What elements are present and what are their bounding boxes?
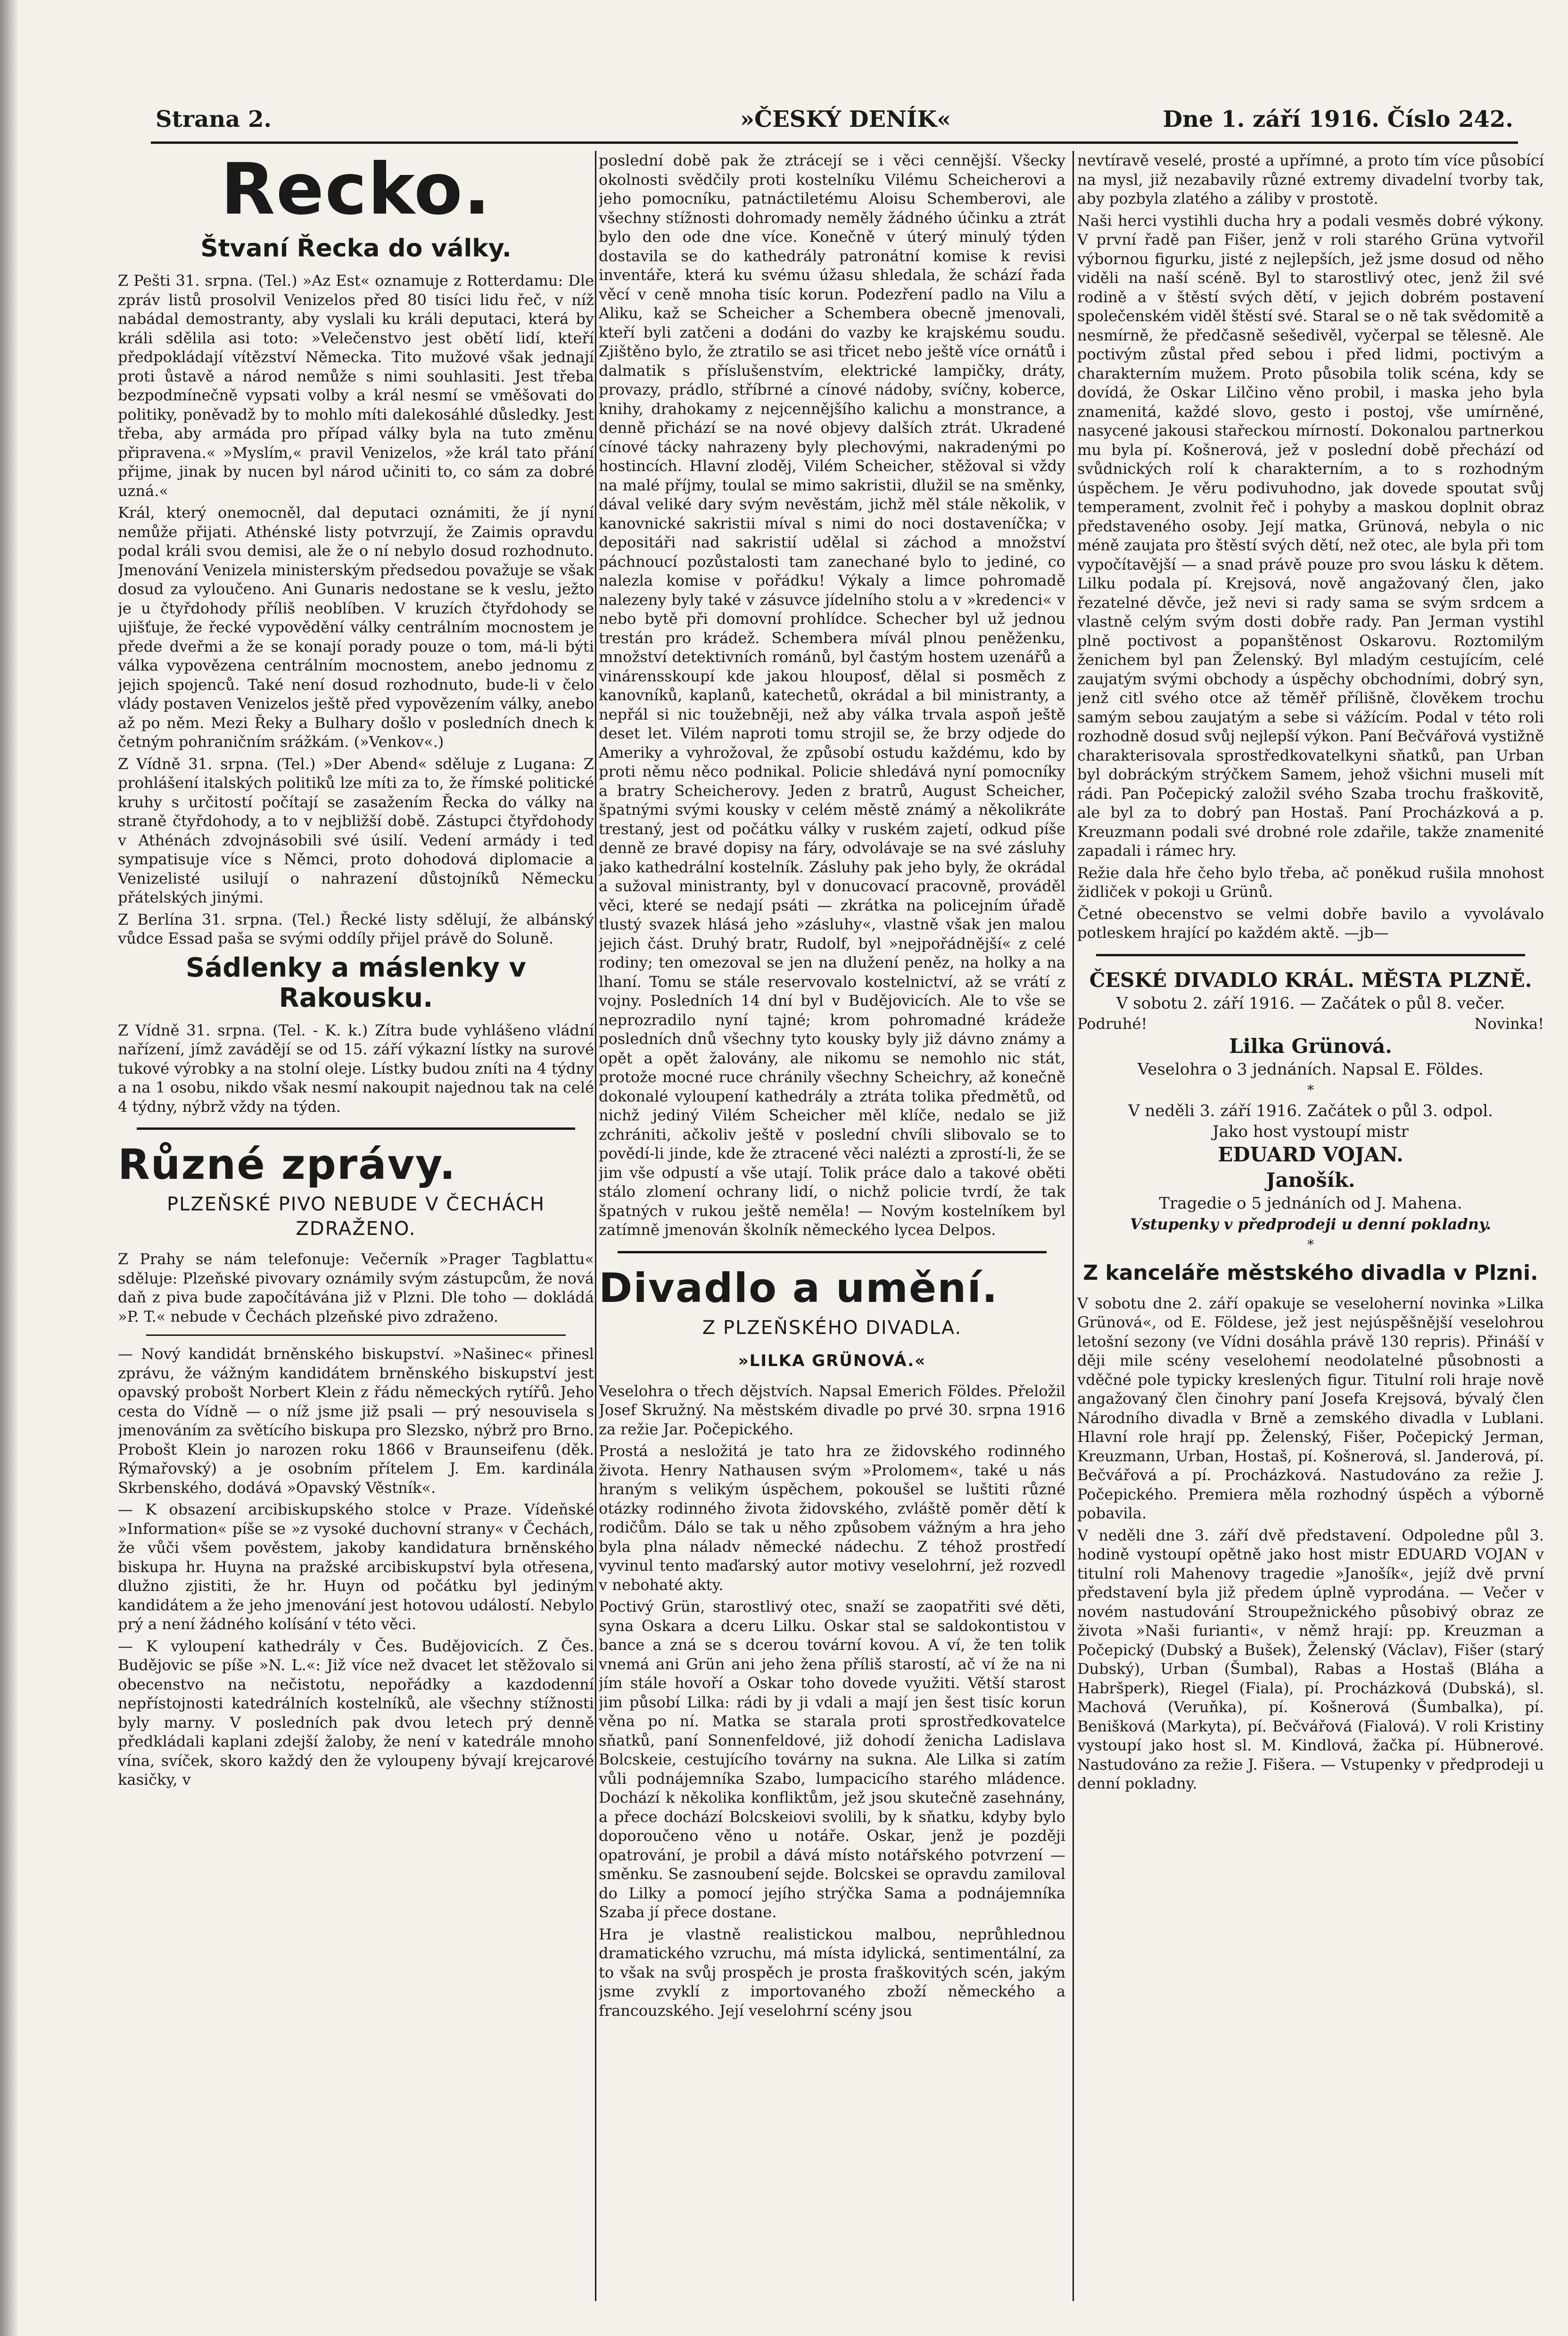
headline-lilka-grunova: »LILKA GRÜNOVÁ.«	[738, 1351, 926, 1370]
column-rule-2	[1073, 151, 1074, 2301]
header-rule	[151, 141, 1518, 144]
headline-stvani-recka: Štvaní Řecka do války.	[200, 234, 512, 263]
article-paragraph: Prostá a nesložitá je tato hra ze židovského rodinného života. Henry Nathausen svým »Prolomem«, také u nás hraným s velikým úspěchem, pokoušel se luštiti různé otázky rodinného života židovského, zvláště poměr dětí k rodičům. Dálo se tak u něho způsobem vážným a hra jeho byla plna náladv německé nádechu. Z téhož prostředí vyvinul tento maďarský autor motivy veselohrní, jež rozvedl v nebohaté akty.	[599, 1442, 1065, 1594]
headline-z-plzenskeho-divadla: Z PLZEŇSKÉHO DIVADLA.	[702, 1317, 962, 1339]
headline-ceske-divadlo: ČESKÉ DIVADLO KRÁL. MĚSTA PLZNĚ.	[1089, 968, 1532, 992]
article-paragraph: Naši herci vystihli ducha hry a podali vesměs dobré výkony. V první řadě pan Fišer, jenž v roli starého Grüna vytvořil výbornou figurku, jisté z nejlepších, jež jsme dosud od něho viděli na naší scéně. Byl to starostlivý otec, jenž žil své rodině a v štěstí svých dětí, v jejich dobrém postavení společenském viděl štěstí své. Staral se o ně tak svědomitě a nesmírně, že předčasně sešedivěl, vyčerpal se tělesně. Ale poctivým zůstal před sebou i před lidmi, poctivým a charakterním mužem. Proto působila tolik scéna, kdy se dovídá, že Oskar Lilčino věno probil, i maska jeho byla znamenitá, každé slovo, gesto i postoj, vše umírněné, nasycené jakousi stařeckou mírností. Dokonalou partnerkou mu byla pí. Košnerová, jež v poslední době přechází od svůdnických rolí k charakterním, a to s rozhodným úspěchem. Je věru podivuhodno, jak dovede spoutat svůj temperament, zvolnit řeč i pohyby a maskou doplnit obraz představeného osoby. Její matka, Grünová, nebyla o nic méně zaujata pro štěstí svých dětí, než otec, ale byla při tom vypočítavější — a snad právě pouze pro svou lásku k dětem. Lilku podala pí. Krejsová, nově angažovaný člen, jako řezatelné děvče, jež nevi si rady sama se svým srdcem a vlastně celým svým dosti dobře rady. Pan Jerman vystihl plně poctivost a popanštěnost Oskarovu. Roztomilým ženichem byl pan Želenský. Byl mladým cestujícím, celé zaujatým svými obchody a úspěchy obchodními, dobrý syn, jenž citl svého otce až těměř přílišně, člověkem trochu samým sebou zaujatým a sebe si vážícím. Podal v této roli rozhodně dosud svůj nejlepší výkon. Paní Bečvářová vystižně charakterisovala sprostředkovatelkyni sňatků, pan Urban byl dobráckým strýčkem Samem, jehož všichni museli mít rádi. Pan Počepický založil svého Szaba trochu fraškovitě, ale byl za to dobrý pan Hostaš. Paní Procházková a p. Kreuzmann podali své drobné role zdařile, takže znamenité zapadali i rámec hry.	[1077, 211, 1544, 860]
article-paragraph: Z Berlína 31. srpna. (Tel.) Řecké listy sdělují, že albánský vůdce Essad paša se svými oddíly přijel právě do Soluně.	[118, 910, 594, 947]
article-paragraph: — Nový kandidát brněnského biskupství. »Našinec« přinesl zprávu, že vážným kandidátem brněnského biskupství jest opavský probošt Norbert Klein z řádu německých rytířů. Jeho cesta do Vídně — o níž jsme již psali — prý nesouvisela s jmenováním za světícího biskupa pro Slezsko, nýbrž pro Brno. Probošt Klein jo narozen roku 1866 v Braunseifenu (děk. Rýmařovský) a je osobním přítelem J. Em. kardinála Skrbenského, dodává »Opavský Věstník«.	[118, 1345, 594, 1497]
headline-kancelar: Z kanceláře městského divadla v Plzni.	[1083, 1260, 1538, 1285]
section-title-recko: Recko.	[221, 151, 491, 231]
header-date-issue: Dne 1. září 1916. Číslo 242.	[1163, 106, 1513, 133]
play-title-janosik: Janošík.	[1266, 1168, 1355, 1192]
article-paragraph: Z Prahy se nám telefonuje: Večerník »Prager Tagblattu« sděluje: Plzeňské pivovary oznámily svým zástupcům, že nová daň z piva bude započítávána již v Plzni. Dle toho — dokládá »P. T.« nebude v Čechách plzeňské pivo zdraženo.	[118, 1250, 594, 1325]
article-paragraph: Režie dala hře čeho bylo třeba, ač poněkud rušila mnohost židliček v pokoji u Grünů.	[1077, 863, 1544, 901]
article-paragraph: nevtíravě veselé, prosté a upřímné, a proto tím více působící na mysl, již nezabavily různé extremy divadelní tvorby tak, aby pozbyla zlatého a záliby v prostotě.	[1077, 151, 1544, 207]
guest-line: Jako host vystoupí mistr	[1213, 1122, 1409, 1141]
column-3	[1077, 151, 1544, 2301]
section-divider	[618, 1251, 1047, 1253]
separator-star: *	[1307, 1236, 1314, 1252]
article-paragraph: Z Pešti 31. srpna. (Tel.) »Az Est« oznamuje z Rotterdamu: Dle zpráv listů prosolvil Venizelos před 80 tisíci lidu řeč, v níž nabádal demostranty, aby vyslali ku králi deputaci, která by králi sdělila asi toto: »Velečenstvo jest obětí lidí, kteří předpokládají vítězství Německa. Tito mužové však jednají proti ůstavě a národ nemůže s nimi souhlasiti. Jest třeba bezpodmínečně vypsati volby a král nesmí se vměšovati do politiky, poněvadž by to mohlo míti dalekosáhlé důsledky. Jest třeba, aby armáda pro případ války byla na tuto změnu připravena.« »Myslím,« pravil Venizelos, »že král tato přání přijme, jinak by nucen byl národ učiniti to, co sám za dobré uzná.«	[118, 272, 594, 500]
article-paragraph: V sobotu dne 2. září opakuje se veseloherní novinka »Lilka Grünová«, od E. Földese, jež jest nejúspěšnější veselohrou letošní sezony (ve Vídni dosáhla právě 130 repris). Přináší v ději mile scény veselohemí neodolatelné působnosti a vděčné pole typicky kreslených figur. Titulní roli hraje nově angažovaný člen činohry paní Josefa Krejsová, bývalý člen Národního divadla v Brně a zemského divadla v Lublani. Hlavní role hrají pp. Želenský, Fišer, Počepický Jerman, Kreuzmann, Urban, Hostaš, pí. Košnerová, sl. Janderová, pí. Bečvářová a pí. Procházková. Nastudováno za režie J. Počepického. Premiera měla rozhodný úspěch a výborně pobavila.	[1077, 1294, 1544, 1522]
column-1	[118, 151, 594, 2301]
article-paragraph: — K vyloupení kathedrály v Čes. Budějovicích. Z Čes. Budějovic se píše »N. L.«: Již více než dvacet let stěžovalo si obecenstvo na nečistotu, nepořádky a kazdodenní nepřístojnosti katedrálních kostelníků, ale všechny stížnosti byly marny. V posledních pak dvou letech prý denně předkládali kaplani zdejší žaloby, že není v katedrále mnoho vína, svíček, skoro každý den že vyloupeny bývají krejcarové kasičky, v	[118, 1637, 594, 1789]
column-2	[599, 151, 1065, 2301]
article-paragraph: Četné obecenstvo se velmi dobře bavilo a vyvolávalo potleskem hrající po každém aktě. —jb—	[1077, 904, 1544, 942]
article-paragraph: Hra je vlastně realistickou malbou, neprůhlednou dramatického vzruchu, má místa idylická, sentimentální, za to však na svůj prospěch je prosta fraškovitých scén, jakým jsme zvyklí z importovaného zboží německého a francouzského. Její veselohrní scény jsou	[599, 1925, 1065, 2020]
header-masthead: »ČESKÝ DENÍK«	[740, 106, 951, 133]
program-sunday: V neděli 3. září 1916. Začátek o půl 3. odpol.	[1128, 1101, 1493, 1120]
headline-plzenske-pivo: PLZEŇSKÉ PIVO NEBUDE V ČECHÁCH ZDRAŽENO.	[166, 1193, 545, 1240]
headline-sadlenky: Sádlenky a máslenky v Rakousku.	[185, 952, 527, 1013]
section-divider	[137, 1127, 575, 1130]
column-rule-1	[595, 151, 596, 2301]
section-title-razne-zpravy: Různé zprávy.	[118, 1140, 456, 1189]
header-page-number: Strana 2.	[156, 106, 272, 133]
article-paragraph: — K obsazení arcibiskupského stolce v Praze. Vídeňské »Information« píše se »z vysoké duchovní strany« v Čechách, že vůči všem pověstem, jakoby kandidatura brněnského biskupa hr. Huyna na pražské arcibiskupství byla otřesena, dlužno zjistiti, že hr. Huyn od počátku byl jediným kandidátem a že jeho jmenování jest hotovou událostí. Nebylo prý a není žádného kolísání v této věci.	[118, 1500, 594, 1633]
program-saturday: V sobotu 2. září 1916. — Začátek o půl 8. večer.	[1116, 994, 1505, 1013]
section-divider	[146, 1334, 566, 1336]
article-paragraph: Král, který onemocněl, dal deputaci oznámiti, že jí nyní nemůže přijati. Athénské listy potvrzují, že Zaimis opravdu podal králi svou demisi, ale že o ní nebylo dosud rozhodnuto. Jmenování Venizela ministerským předsedou považuje se však dosud za vyloučeno. Ani Gunaris nedostane se k veslu, ježto je u čtyřdohody příliš neoblíben. V kruzích čtyřdohody se ujišťuje, že řecké vypovědění války centrálním mocnostem je přede dveřmi a že se konají porady pouze o tom, má-li býti válka vypovězena centrálním mocnostem, anebo jednomu z jejich spojenců. Také není dosud rozhodnuto, bude-li v čelo vlády postaven Venizelos ještě před vypovězením války, anebo až po něm. Mezi Řeky a Bulhary došlo v posledních dnech k četným pohraničním srážkám. (»Venkov«.)	[118, 504, 594, 751]
article-paragraph: Veselohra o třech dějstvích. Napsal Emerich Földes. Přeložil Josef Skružný. Na městském divadle po prvé 30. srpna 1916 za režie Jar. Počepického.	[599, 1382, 1065, 1438]
separator-star: *	[1307, 1082, 1314, 1098]
program-labels	[1077, 1014, 1544, 1034]
page-header	[156, 106, 1513, 139]
scan-edge-shadow	[0, 0, 19, 2336]
play-title-lilka: Lilka Grünová.	[1229, 1034, 1392, 1058]
play-description: Tragedie o 5 jednáních od J. Mahena.	[1159, 1193, 1462, 1213]
section-title-divadlo: Divadlo a umění.	[599, 1264, 999, 1312]
article-paragraph: V neděli dne 3. září dvě představení. Odpoledne půl 3. hodině vystoupí opětně jako host mistr EDUARD VOJAN v titulní roli Mahenovy tragedie »Janošík«, jejíž dvě první představení byla již předem úplně vyprodána. — Večer v novém nastudování Stroupežnického působivý obraz ze života »Naši furianti«, v němž hrají: pp. Kreuzman a Počepický (Dubský a Bušek), Želenský (Václav), Fišer (starý Dubský), Urban (Šumbal), Rabas a Hostaš (Bláha a Habršperk), Riegel (Fiala), pí. Procházková (Dubská), sl. Machová (Veruňka), pí. Košnerová (Šumbalka), pí. Benišková (Markyta), pí. Bečvářová (Fialová). V roli Kristiny vystoupí jako host sl. M. Kindlová, žačka pí. Hübnerové. Nastudováno za režie J. Fišera. — Vstupenky v předprodeji u denní pokladny.	[1077, 1526, 1544, 1792]
article-paragraph: Z Vídně 31. srpna. (Tel. - K. k.) Zítra bude vyhlášeno vládní nařízení, jímž zavádějí se od 15. září výkazní lístky na surové tukové výrobky a na stolní oleje. Lístky budou zníti na 4 týdny a na 1 osobu, nikdo však nesmí nakoupit najednou tak na celé 4 týdny, nýbrž vždy na týden.	[118, 1021, 594, 1116]
article-paragraph: Poctivý Grün, starostlivý otec, snaží se zaopatřiti své děti, syna Oskara a dceru Lilku. Oskar stal se saldokontistou v bance a zná se s dcerou tovární kovou. A ví, že ten tolik vnemá ani Grün ani jeho žena příliš starostí, ač ví že na ni jím stále hovoří a Oskar toho dovede využiti. Větší starost jim působí Lilka: rádi by ji vdali a mají jen šest tisíc korun věna po ní. Matka se starala proti sprostředkovatelce sňatků, paní Sonnenfeldové, již dohodí ženicha Ladislava Bolcskeie, cestujícího továrny na sukna. Ale Lilka si zatím vůli podnájemníka Szabo, lumpacicího starého mládence. Dochází k několika konfliktům, jež jsou skutečně zasehnány, a přece dochází Bolcskeiovi svolili, by k sňatku, kdyby bylo doporoučeno věno u notáře. Oskar, jenž je později opatrování, je probil a dává místo notářského potvrzení — směnku. Se zasnoubení sejde. Bolcskei se opravdu zamiloval do Lilky a pomocí jejího strýčka Sama a podnájemníka Szaba jí přece dostane.	[599, 1598, 1065, 1921]
label-podruhe: Podruhé!	[1077, 1014, 1147, 1033]
section-divider	[1096, 954, 1525, 956]
article-paragraph: Z Vídně 31. srpna. (Tel.) »Der Abend« sděluje z Lugana: Z prohlášení italských politiků lze míti za to, že římské politické kruhy s určitostí počítají se zasažením Řecka do války na straně čtyřdohody, a to v nejbližší době. Zástupci čtyřdohody v Athénách zdvojnásobili své úsilí. Vedení armády i teď sympatisuje více s Němci, proto dohodová diplomacie a Venizelisté usilují o nahrazení důstojníků Německu přátelských jinými.	[118, 754, 594, 906]
play-description: Veselohra o 3 jednáních. Napsal E. Földes.	[1137, 1060, 1484, 1079]
label-novinka: Novinka!	[1474, 1014, 1544, 1033]
article-paragraph: poslední době pak že ztrácejí se i věci cennější. Všecky okolnosti svědčily proti kostelníku Vilému Scheicherovi a jeho pomocníku, patnáctiletému Aloisu Schemberovi, ale všechny stížnosti dohromady neměly žádného účinku a ztrát bylo den ode dne více. Konečně v úterý minulý týden dostavila se do kathedrály patronátní komise k revisi inventáře, která ku svému úžasu shledala, že schází řada věcí v ceně mnoha tisíc korun. Podezření padlo na Vilu a Aliku, kaž se Scheicher a Schembera obecně jmenovali, kteří byli zatčeni a dodáni do vazby ke krajskému soudu. Zjištěno bylo, že ztratilo se asi třicet nebo ještě více ornátů i dalmatik s příslušenstvím, elektrické lampičky, dráty, provazy, prádlo, stříbrné a cínové nádoby, svíčny, koberce, knihy, drahokamy z nejcennějšího kalichu a monstrance, a denně přichází se na nové objevy dalších ztrát. Ukradené cínové tácky nahrazeny byly plechovými, nakradenými po hostincích. Hlavní zloděj, Vilém Scheicher, stěžoval si vždy na malé příjmy, toulal se mimo sakristii, dlužil se na směnky, dával veliké dary svým nevěstám, jichž měl stále několik, v kanovnické sakristii míval s nimi do noci dostaveníčka; v depositáři nad sakristií udělal si záchod a množství páchnoucí pozůstalosti tam zanechané bylo to jediné, co nalezla komise v pořádku! Výkaly a limce pohromadě nalezeny byly také v zásuvce jídelního stolu a v »kredenci« v nebo bytě při domovní prohlídce. Schecher byl už jednou trestán pro krádež. Schembera mívál plnou peněženku, množství detektivních románů, byl častým hostem uzenářů a vinárensskoupí kde jakou hlouposť, dělal si posměch z kanovníků, kaplanů, katechetů, okrádal a bil ministranty, a nepřál si nic toužebněji, než aby válka trvala aspoň ještě deset let. Vilém naproti tomu strojil se, že brzy odjede do Ameriky a vyhrožoval, že způsobí ostudu každému, kdo by proti němu něco podnikal. Policie shledává nyní pomocníky a bratry Scheicherovy. Jeden z bratrů, August Scheicher, špatnými svými kousky v celém městě známý a několikráte trestaný, jest od počátku války v ruském zajetí, odkud píše denně ze bravé dopisy na fáry, odvolávaje se na své zásluhy jako kathedrální kostelník. Zásluhy pak jeho byly, že okrádal a sužoval ministranty, byl v donucovací pracovně, prováděl věci, které se nedají psáti — zkrátka na policejním úřadě tlustý svazek hlásá jeho »zásluhy«, vlastně však jen malou jejich část. Druhý bratr, Rudolf, byl »nejpořádnější« z celé rodiny; ten omezoval se jen na dlužení peněz, na holky a na lhaní. Tomu se stále reservovalo kostelnictví, až se vrátí z vojny. Posledních 14 dní byl v Budějovicích. Ale to vše se neprozradilo nyní tajné; krom pohromadné krádeže posledních dnů všechny tyto kousky byly již dávno známy a opět a opět žalovány, ale nikomu se nemohlo nic stát, protože mocné ruce chránily všechny Scheichry, až konečně dokonalé vyloupení kathedrály a ztráta tolika předmětů, od nichž jediný Vilém Scheicher měl klíče, nedalo se již zchrániti, ačkoliv ještě v poslední chvíli slibovalo se to povědí-li jinde, kde že ztracené věci nalézti a zprostí-li, že se jim vše odpustí a vše utají. Tolik práce dalo a takové oběti stálo zlomení ochrany lidí, o nichž policie tvrdí, že tak špatných v rukou ještě neměla! — Novým kostelníkem byl zatímně jmenován školník německého lycea Delpos.	[599, 151, 1065, 1239]
guest-name: EDUARD VOJAN.	[1218, 1143, 1403, 1166]
tickets-line: Vstupenky v předprodeji u denní pokladny.	[1130, 1215, 1492, 1233]
